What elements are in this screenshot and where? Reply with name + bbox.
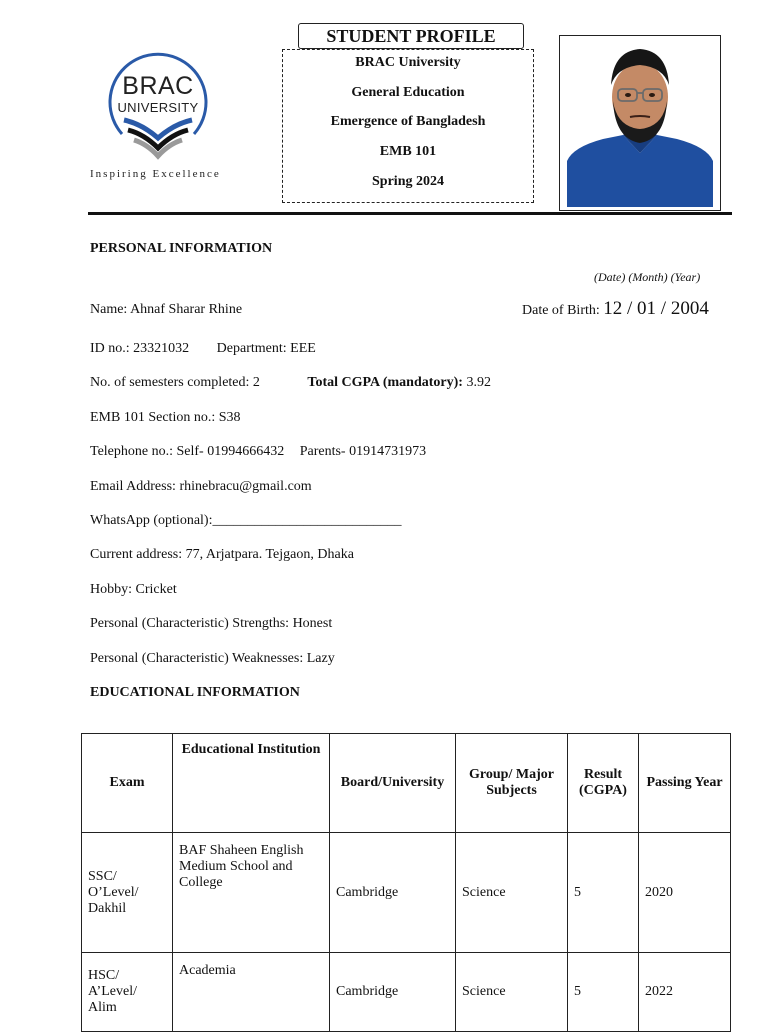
department-label: Department: [216,341,287,356]
student-portrait-image [567,43,713,207]
cell-exam: SSC/ O’Level/ Dakhil [82,833,173,953]
weaknesses-label: Personal (Characteristic) Weaknesses: [90,651,304,666]
phone-parents-label: Parents- [299,444,346,459]
column-header-result: Result (CGPA) [568,734,639,833]
id-label: ID no.: [90,341,130,356]
column-header-board: Board/University [330,734,456,833]
course-info-box [282,49,534,203]
strengths-label: Personal (Characteristic) Strengths: [90,616,290,631]
table-row [82,833,731,953]
cell-board: Cambridge [330,953,456,1032]
semesters-value: 2 [252,375,260,390]
address-row [90,547,354,563]
hobby-value: Cricket [135,582,177,597]
column-header-exam: Exam [82,734,173,833]
section-value: S38 [218,410,241,425]
header-divider [88,212,732,215]
column-header-year: Passing Year [639,734,731,833]
logo-brand-text: BRAC [122,72,194,100]
email-row [90,479,312,495]
course-line-program: General Education [351,85,465,100]
course-line-course-name: Emergence of Bangladesh [330,114,486,129]
section-row [90,410,241,426]
cell-result: 5 [568,953,639,1032]
logo-tagline: Inspiring Excellence [90,168,221,180]
cell-board: Cambridge [330,833,456,953]
course-line-course-code: EMB 101 [379,144,437,159]
whatsapp-blank: ___________________________ [212,513,402,528]
cell-institution: Academia [173,953,330,1032]
weaknesses-row [90,651,335,667]
cell-year: 2020 [639,833,731,953]
cell-result: 5 [568,833,639,953]
name-label: Name: [90,302,128,317]
course-line-university: BRAC University [355,55,461,70]
hobby-label: Hobby: [90,582,132,597]
education-heading: EDUCATIONAL INFORMATION [90,685,300,700]
address-value: 77, Arjatpara. Tejgaon, Dhaka [185,547,354,562]
table-header-row [82,734,731,833]
email-label: Email Address: [90,479,176,494]
address-label: Current address: [90,547,183,562]
student-photo [559,35,721,211]
document-title: STUDENT PROFILE [298,23,524,49]
table-row [82,953,731,1032]
cell-year: 2022 [639,953,731,1032]
weaknesses-value: Lazy [306,651,335,666]
whatsapp-label: WhatsApp (optional): [90,513,213,528]
id-value: 23321032 [133,341,190,356]
logo-sub-text: UNIVERSITY [117,100,199,115]
cell-group: Science [456,833,568,953]
course-line-semester: Spring 2024 [372,174,444,189]
phone-self-value: 01994666432 [207,444,285,459]
dob-row [522,298,709,320]
dob-format-hint: (Date) (Month) (Year) [594,270,701,284]
id-dept-row [90,341,316,357]
column-header-institution: Educational Institution [173,734,330,833]
phone-self-label: Telephone no.: Self- [90,444,204,459]
hobby-row [90,582,177,598]
cgpa-value: 3.92 [466,375,491,390]
university-logo [88,42,228,192]
dob-label: Date of Birth: [522,303,600,318]
telephone-row [90,444,426,460]
cgpa-label: Total CGPA (mandatory): [307,375,463,390]
section-label: EMB 101 Section no.: [90,410,216,425]
semesters-cgpa-row [90,375,491,391]
email-value: rhinebracu@gmail.com [179,479,312,494]
cell-exam: HSC/ A’Level/ Alim [82,953,173,1032]
whatsapp-row [90,513,401,529]
cell-group: Science [456,953,568,1032]
personal-info-heading: PERSONAL INFORMATION [90,241,273,256]
strengths-row [90,616,332,632]
strengths-value: Honest [292,616,333,631]
cell-institution: BAF Shaheen English Medium School and College [173,833,330,953]
column-header-group: Group/ Major Subjects [456,734,568,833]
phone-parents-value: 01914731973 [349,444,427,459]
semesters-label: No. of semesters completed: [90,375,250,390]
name-row [90,302,242,318]
student-name: Ahnaf Sharar Rhine [130,302,243,317]
dob-value: 12 / 01 / 2004 [603,298,709,319]
department-value: EEE [290,341,316,356]
education-table [81,733,731,1032]
